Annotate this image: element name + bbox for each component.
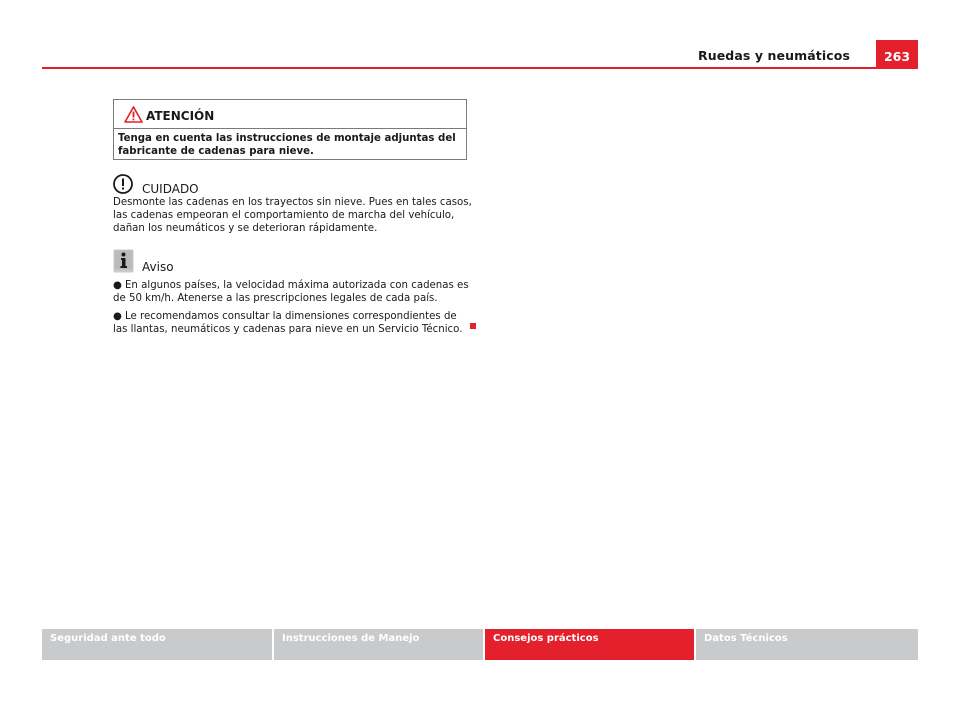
footer-tab-datos[interactable]: Datos Técnicos [694,629,918,660]
page-number: 263 [876,40,918,67]
list-item: ● Le recomendamos consultar la dimensiones correspondientes de las llantas, neumáticos y cadenas para nieve en un Servicio Técnico. [113,311,463,335]
warning-header [114,100,466,129]
footer-tab-seguridad[interactable]: Seguridad ante todo [42,629,272,660]
bullet-dot-icon: ● [113,311,122,322]
list-item: ● En algunos países, la velocidad máxima autorizada con cadenas es de 50 km/h. Atenerse a las prescripciones legales de cada país. [113,280,469,304]
warning-title: ATENCIÓN [146,109,215,123]
footer-nav [42,629,918,660]
caution-title: CUIDADO [142,182,199,196]
exclamation-circle-icon [113,174,133,194]
warning-text: Tenga en cuenta las instrucciones de montaje adjuntas del fabricante de cadenas para nieve. [118,133,456,157]
warning-triangle-icon [124,106,143,123]
warning-box [113,99,467,160]
caution-header [113,174,473,196]
note-section [113,249,473,336]
footer-tab-instrucciones[interactable]: Instrucciones de Manejo [272,629,483,660]
note-header [113,249,473,274]
section-end-marker-icon [470,323,476,329]
note-title: Aviso [142,260,174,274]
caution-text: Desmonte las cadenas en los trayectos sin nieve. Pues en tales casos, las cadenas empeoran el comportamiento de marcha del vehículo, dañan los neumáticos y se deterioran rápidamente. [113,197,472,234]
info-icon [113,249,134,273]
note-bullets [113,271,473,336]
bullet-dot-icon: ● [113,280,122,291]
caution-section [113,174,473,235]
header-divider [42,67,918,69]
page-section-title: Ruedas y neumáticos [697,48,850,63]
footer-tab-consejos[interactable]: Consejos prácticos [483,629,694,660]
